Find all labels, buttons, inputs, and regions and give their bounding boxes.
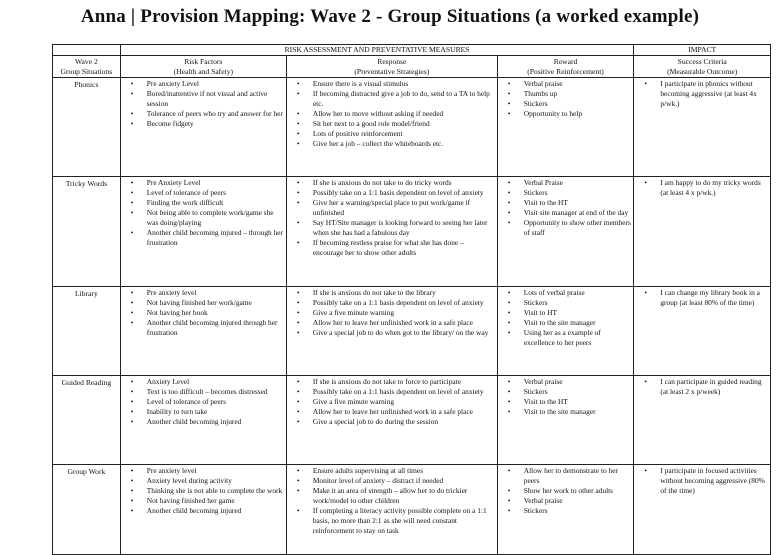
success-list [634,287,770,309]
success-cell [634,78,771,177]
header-col3-line2: (Preventative Strategies) [354,67,430,76]
list-item: • Allow her to move without asking if needed [287,109,495,119]
list-item: • Allow her to leave her unfinished work in a safe place [287,407,495,417]
list-item: • Visit to HT [498,308,632,318]
list-item: • Visit to the HT [498,198,632,208]
list-item: • Give a five minute warning [287,308,495,318]
response-cell [286,177,497,287]
risk-cell [120,376,286,465]
list-item: • Ensure there is a visual stimulus [287,79,495,89]
list-item: • Give her a job – collect the whiteboards etc. [287,139,495,149]
list-item: • Bored/inattentive if not visual and active session [121,89,284,109]
list-item: • Text is too difficult – becomes distressed [121,387,284,397]
list-item: • Give a special job to do during the session [287,417,495,427]
row-label: Phonics [53,78,121,177]
response-cell [286,78,497,177]
list-item: • Stickers [498,188,632,198]
reward-list [498,376,634,418]
reward-cell [497,465,634,555]
reward-cell [497,287,634,376]
response-list [287,287,497,339]
row-label: Tricky Words [53,177,121,287]
table-row [53,177,771,287]
list-item: • Stickers [498,99,632,109]
header-col2-line2: (Health and Safety) [173,67,234,76]
risk-list [121,465,286,517]
table-body [53,78,771,555]
success-list [634,376,770,398]
list-item: • Give her a warning/special place to put work/game if unfinished [287,198,495,218]
list-item: • Give a special job to do when got to the library/ on the way [287,328,495,338]
response-list [287,376,497,428]
list-item: • Stickers [498,298,632,308]
list-item: • Not having finished her game [121,496,284,506]
response-cell [286,376,497,465]
table-row [53,465,771,555]
page-title: Anna | Provision Mapping: Wave 2 - Group Situations (a worked example) [80,6,700,27]
list-item: • Possibly take on a 1:1 basis dependent on level of anxiety [287,387,495,397]
list-item: • Allow her to demonstrate to her peers [498,466,632,486]
list-item: • Show her work to other adults [498,486,632,496]
header-wave-2 [53,56,121,78]
list-item: • Become fidgety [121,119,284,129]
risk-cell [120,78,286,177]
list-item: • Visit to the HT [498,397,632,407]
header-col1-line2: Group Situations [60,67,113,76]
reward-list [498,78,634,120]
list-item: • Verbal praise [498,79,632,89]
success-cell [634,376,771,465]
table-row [53,78,771,177]
reward-cell [497,78,634,177]
header-col1-line1: Wave 2 [74,57,98,66]
list-item: • Opportunity to show other members of staff [498,218,632,238]
reward-cell [497,177,634,287]
list-item: • Visit to the site manager [498,318,632,328]
list-item: • If she is anxious do not take to do tricky words [287,178,495,188]
risk-list [121,78,286,130]
list-item: • Sit her next to a good role model/friend [287,119,495,129]
list-item: • Inability to turn take [121,407,284,417]
list-item: • Pre anxiety level [121,466,284,476]
list-item: • Another child becoming injured [121,417,284,427]
row-label: Guided Reading [53,376,121,465]
reward-cell [497,376,634,465]
header-col2-line1: Risk Factors [184,57,223,66]
list-item: • I can participate in guided reading (at least 2 x p/week) [634,377,768,397]
success-cell [634,465,771,555]
risk-list [121,376,286,428]
list-item: • Not having her book [121,308,284,318]
list-item: • Give a five minute warning [287,397,495,407]
list-item: • Lots of positive reinforcement [287,129,495,139]
list-item: • Lots of verbal praise [498,288,632,298]
list-item: • Stickers [498,506,632,516]
header-col3-line1: Response [377,57,407,66]
header-reward [497,56,634,78]
response-list [287,78,497,150]
reward-list [498,287,634,349]
header-risk-assessment: RISK ASSESSMENT AND PREVENTATIVE MEASURES [120,45,634,56]
list-item: • Thumbs up [498,89,632,99]
header-col4-line2: (Positive Reinforcement) [527,67,604,76]
list-item: • Pre Anxiety Level [121,178,284,188]
list-item: • Possibly take on a 1:1 basis dependent on level of anxiety [287,188,495,198]
list-item: • I can change my library book in a group (at least 80% of the time) [634,288,768,308]
list-item: • Level of tolerance of peers [121,188,284,198]
list-item: • Allow her to leave her unfinished work in a safe place [287,318,495,328]
list-item: • Pre anxiety Level [121,79,284,89]
reward-list [498,465,634,517]
header-success-criteria [634,56,771,78]
header-risk-factors [120,56,286,78]
list-item: • Not being able to complete work/game she was doing/playing [121,208,284,228]
success-cell [634,177,771,287]
list-item: • I am happy to do my tricky words (at least 4 x p/wk.) [634,178,768,198]
list-item: • Using her as a example of excellence to her peers [498,328,632,348]
list-item: • Thinking she is not able to complete the work [121,486,284,496]
list-item: • Monitor level of anxiety – distract if needed [287,476,495,486]
row-label: Library [53,287,121,376]
list-item: • If completing a literacy activity possible complete on a 1:1 basis, no more than 2:1 as she will need constant reinforcement to stay on task [287,506,495,536]
risk-cell [120,177,286,287]
list-item: • Verbal Praise [498,178,632,188]
list-item: • Pre anxiety level [121,288,284,298]
header-impact: IMPACT [634,45,771,56]
list-item: • Visit site manager at end of the day [498,208,632,218]
list-item: • I participate in phonics without becoming aggressive (at least 4x p/wk.) [634,79,768,109]
reward-list [498,177,634,239]
list-item: • Tolerance of peers who try and answer for her [121,109,284,119]
list-item: • Another child becoming injured [121,506,284,516]
table-row [53,376,771,465]
list-item: • Anxiety level during activity [121,476,284,486]
table-row [53,287,771,376]
list-item: • Another child becoming injured through her frustration [121,318,284,338]
response-list [287,465,497,537]
list-item: • Possibly take on a 1:1 basis dependent on level of anxiety [287,298,495,308]
list-item: • Stickers [498,387,632,397]
list-item: • If she is anxious do not take to force to participate [287,377,495,387]
risk-cell [120,465,286,555]
list-item: • Visit to the site manager [498,407,632,417]
header-col5-line2: (Measurable Outcome) [667,67,738,76]
header-response [286,56,497,78]
list-item: • If becoming restless praise for what she has done – encourage her to show other adults [287,238,495,258]
list-item: • Not having finished her work/game [121,298,284,308]
list-item: • Opportunity to help [498,109,632,119]
list-item: • Make it an area of strength – allow her to do trickier work/model to other children [287,486,495,506]
success-list [634,177,770,199]
list-item: • Level of tolerance of peers [121,397,284,407]
list-item: • Say HT/Site manager is looking forward to seeing her later when she has had a fabulous day [287,218,495,238]
success-list [634,465,770,497]
success-list [634,78,770,110]
list-item: • Verbal praise [498,496,632,506]
header-col4-line1: Reward [553,57,578,66]
risk-cell [120,287,286,376]
success-cell [634,287,771,376]
risk-list [121,287,286,339]
list-item: • Another child becoming injured – through her frustration [121,228,284,248]
header-col5-line1: Success Criteria [677,57,727,66]
header-blank-cell [53,45,121,56]
response-cell [286,287,497,376]
list-item: • If she is anxious do not take to the library [287,288,495,298]
list-item: • Verbal praise [498,377,632,387]
list-item: • If becoming distracted give a job to do, send to a TA to help etc. [287,89,495,109]
list-item: • Anxiety Level [121,377,284,387]
list-item: • I participate in focused activities without becoming aggressive (80% of the time) [634,466,768,496]
list-item: • Ensure adults supervising at all times [287,466,495,476]
provision-mapping-table [52,44,771,555]
list-item: • Finding the work difficult [121,198,284,208]
response-list [287,177,497,259]
response-cell [286,465,497,555]
risk-list [121,177,286,249]
row-label: Group Work [53,465,121,555]
